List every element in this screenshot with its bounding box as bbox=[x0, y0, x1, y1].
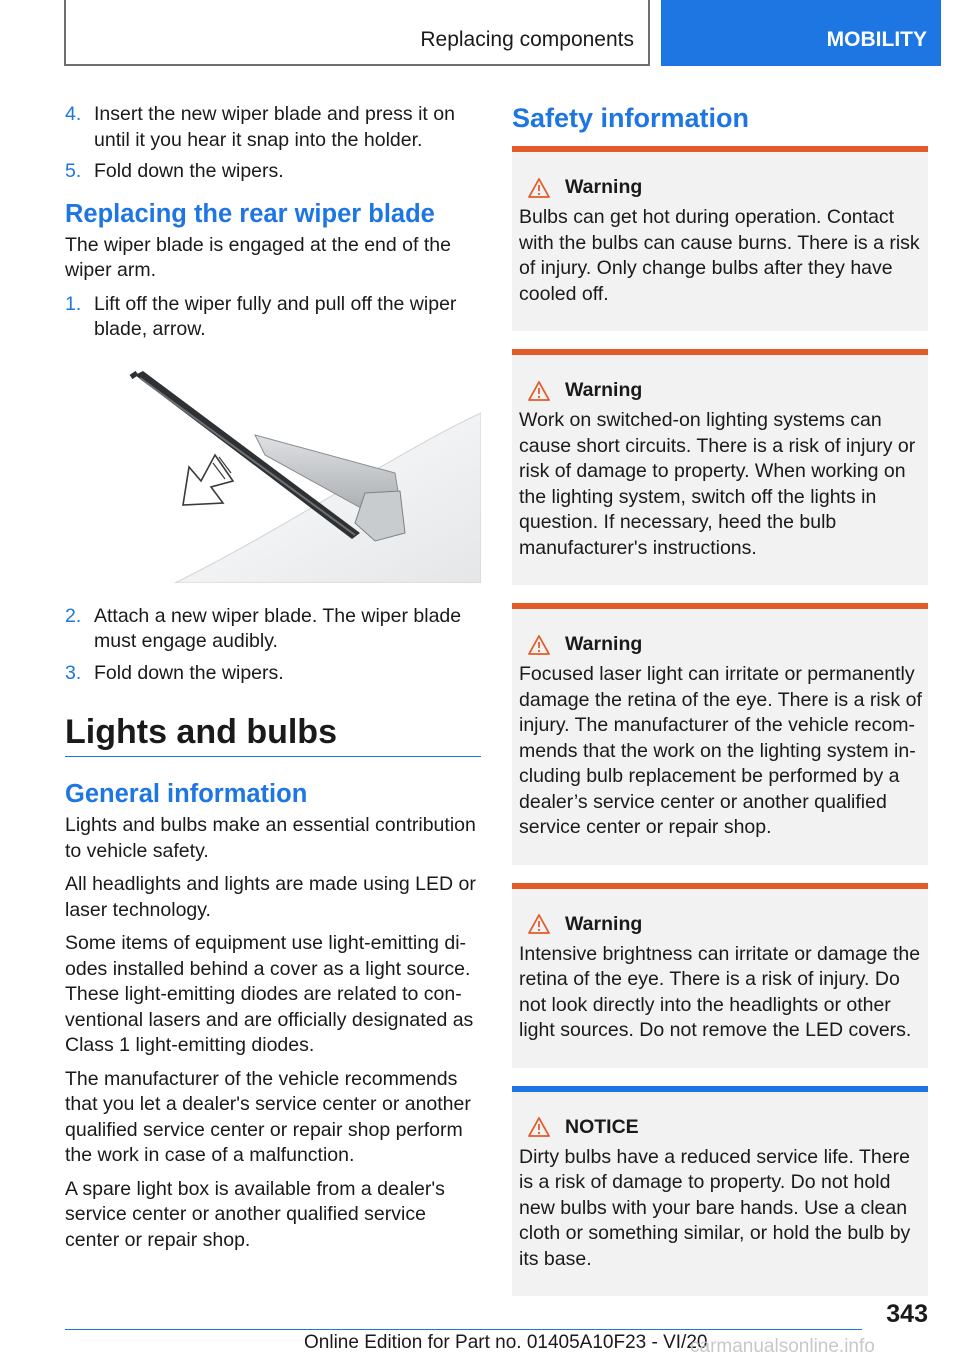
box-text: Work on switched-on lighting systems can cause short circuits. There is a risk of injury or risk of damage to property. When working on the lighting system, switch off the lights in question. If necessary, heed the bulb manufacturer's instructions. bbox=[519, 409, 916, 559]
step-number: 4. bbox=[65, 103, 82, 125]
step-text: Fold down the wipers. bbox=[94, 160, 284, 182]
paragraph: All headlights and lights are made using LED or laser technology. bbox=[65, 873, 476, 921]
right-column bbox=[512, 102, 928, 1314]
step-text: Insert the new wiper blade and press it on until it you hear it snap into the holder. bbox=[94, 103, 455, 151]
step-number: 3. bbox=[65, 661, 82, 684]
box-text: Dirty bulbs have a reduced service life. There is a risk of damage to property. Do not hold new bulbs with your bare hands. Use a clean cloth or something similar, or hold the bulb by its base. bbox=[519, 1145, 911, 1270]
warning-box bbox=[512, 883, 928, 1068]
header-section-tab bbox=[64, 0, 650, 66]
list-item bbox=[65, 292, 481, 343]
rear-wiper-heading: Replacing the rear wiper blade bbox=[65, 199, 435, 228]
step-number: 2. bbox=[65, 604, 82, 627]
page-number: 343 bbox=[886, 1300, 928, 1328]
warning-triangle-icon bbox=[527, 177, 551, 199]
step-text: Attach a new wiper blade. The wiper blade must engage audibly. bbox=[94, 604, 462, 652]
box-text: Bulbs can get hot during operation. Contact with the bulbs can cause burns. There is a risk of injury. Only change bulbs after they have cooled off. bbox=[519, 206, 920, 305]
step-number: 5. bbox=[65, 160, 82, 182]
notice-triangle-icon bbox=[527, 1116, 551, 1138]
header-chapter-title: MOBILITY bbox=[826, 28, 927, 51]
step-number: 1. bbox=[65, 292, 82, 315]
box-text: Intensive brightness can irritate or damage the retina of the eye. There is a risk of injury. Do not look directly into the headlights or other light sources. Do not remove the LED covers. bbox=[519, 942, 921, 1041]
box-title: Warning bbox=[565, 912, 643, 935]
footer-divider bbox=[65, 1329, 862, 1330]
safety-information-heading: Safety information bbox=[512, 103, 750, 133]
warning-box bbox=[512, 349, 928, 585]
rear-wiper-intro: The wiper blade is engaged at the end of the wiper arm. bbox=[65, 233, 451, 281]
warning-box bbox=[512, 603, 928, 865]
paragraph: A spare light box is available from a dealer's service center or another qualified service center or repair shop. bbox=[65, 1177, 445, 1251]
direction-arrow bbox=[183, 455, 233, 505]
header-chapter-tab bbox=[661, 0, 941, 66]
box-title: Warning bbox=[565, 176, 643, 198]
warning-triangle-icon bbox=[527, 913, 551, 935]
list-item bbox=[65, 661, 481, 687]
paragraph: The manufacturer of the vehicle recommends that you let a dealer's service center or another qualified service center or repair shop perform the work in case of a malfunction. bbox=[65, 1067, 471, 1166]
list-item bbox=[65, 159, 481, 185]
general-information-heading: General information bbox=[65, 780, 308, 808]
lights-bulbs-heading: Lights and bulbs bbox=[65, 712, 481, 757]
list-item bbox=[65, 102, 481, 153]
list-item bbox=[65, 604, 481, 655]
box-title: NOTICE bbox=[565, 1115, 639, 1138]
footer-edition: Online Edition for Part no. 01405A10F23 - VI/20 bbox=[304, 1332, 708, 1353]
box-title: Warning bbox=[565, 379, 643, 401]
box-title: Warning bbox=[565, 633, 643, 655]
notice-box bbox=[512, 1086, 928, 1297]
box-text: Focused laser light can irritate or permanently damage the retina of the eye. There is a risk of injury. The manufacturer of the vehicle recommends that the work on the lighting system including bulb replacement be performed by a dealer’s service center or another qualified service center or repair shop. bbox=[519, 663, 922, 838]
warning-triangle-icon bbox=[527, 634, 551, 656]
paragraph: Lights and bulbs make an essential contribution to vehicle safety. bbox=[65, 814, 476, 862]
warning-box bbox=[512, 146, 928, 331]
watermark: carmanualsonline.info bbox=[690, 1336, 875, 1357]
header-section-title: Replacing components bbox=[420, 28, 634, 51]
warning-triangle-icon bbox=[527, 380, 551, 402]
wiper-blade-illustration bbox=[65, 363, 481, 583]
step-text: Lift off the wiper fully and pull off the wiper blade, arrow. bbox=[94, 292, 457, 340]
step-text: Fold down the wipers. bbox=[94, 661, 284, 684]
left-column bbox=[65, 102, 481, 1261]
paragraph: Some items of equipment use light-emitting diodes installed behind a cover as a light source. These light-emitting diodes are related to conventional lasers and are officially designated as Class 1 light-emitting diodes. bbox=[65, 932, 474, 1056]
